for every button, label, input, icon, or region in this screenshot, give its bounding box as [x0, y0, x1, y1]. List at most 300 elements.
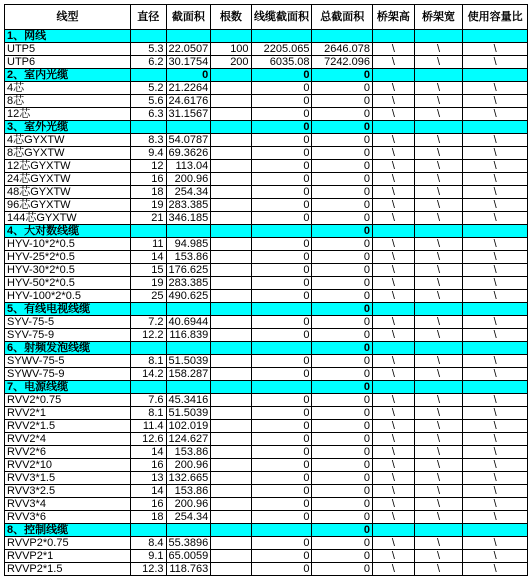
cell-tray-width[interactable]: \: [414, 56, 462, 69]
cell-cable-area[interactable]: 0: [251, 134, 312, 147]
cell-diameter[interactable]: 16: [130, 173, 166, 186]
cell[interactable]: [130, 30, 166, 43]
cell-area[interactable]: 55.3896: [166, 537, 211, 550]
cell-usage-ratio[interactable]: \: [463, 329, 528, 342]
cell-total-area[interactable]: 0: [312, 329, 372, 342]
cell-tray-width[interactable]: \: [414, 498, 462, 511]
cell-tray-width[interactable]: \: [414, 186, 462, 199]
cell-type[interactable]: 12芯: [5, 108, 131, 121]
cell-count[interactable]: [211, 329, 251, 342]
cell[interactable]: [414, 381, 462, 394]
cell-count[interactable]: [211, 264, 251, 277]
cell-area[interactable]: 254.34: [166, 511, 211, 524]
cell-tray-width[interactable]: \: [414, 264, 462, 277]
cell-area[interactable]: [166, 381, 211, 394]
cell-total-area[interactable]: 0: [312, 199, 372, 212]
cell-tray-height[interactable]: \: [372, 147, 414, 160]
cell[interactable]: [372, 381, 414, 394]
cell-total-area[interactable]: 0: [312, 290, 372, 303]
cell-type[interactable]: RVV2*1.5: [5, 420, 131, 433]
cell-usage-ratio[interactable]: \: [463, 238, 528, 251]
cell-cable-area[interactable]: 0: [251, 108, 312, 121]
cell-cable-area[interactable]: 0: [251, 355, 312, 368]
cell-tray-width[interactable]: \: [414, 160, 462, 173]
cell-tray-width[interactable]: \: [414, 134, 462, 147]
cell-tray-height[interactable]: \: [372, 290, 414, 303]
cell[interactable]: [130, 225, 166, 238]
cell-count[interactable]: [211, 433, 251, 446]
cell-type[interactable]: RVV3*1.5: [5, 472, 131, 485]
cell-area[interactable]: 158.287: [166, 368, 211, 381]
cell-tray-width[interactable]: \: [414, 537, 462, 550]
cell-area[interactable]: 176.625: [166, 264, 211, 277]
cell-usage-ratio[interactable]: \: [463, 511, 528, 524]
cell-count[interactable]: [211, 537, 251, 550]
cell-tray-height[interactable]: \: [372, 420, 414, 433]
cell-type[interactable]: HYV-25*2*0.5: [5, 251, 131, 264]
cell-tray-height[interactable]: \: [372, 316, 414, 329]
cell-diameter[interactable]: 14.2: [130, 368, 166, 381]
cell-diameter[interactable]: 9.4: [130, 147, 166, 160]
cell-tray-height[interactable]: \: [372, 511, 414, 524]
cell[interactable]: [372, 225, 414, 238]
cell-area[interactable]: [166, 121, 211, 134]
cell-usage-ratio[interactable]: \: [463, 160, 528, 173]
cell-total-area[interactable]: 0: [312, 394, 372, 407]
cell-cable-area[interactable]: 0: [251, 563, 312, 576]
cell-area[interactable]: 153.86: [166, 446, 211, 459]
cell[interactable]: [372, 303, 414, 316]
cell-total-area[interactable]: 0: [312, 303, 372, 316]
cell-tray-height[interactable]: \: [372, 277, 414, 290]
cell-usage-ratio[interactable]: \: [463, 433, 528, 446]
cell-tray-height[interactable]: \: [372, 368, 414, 381]
cell[interactable]: [463, 303, 528, 316]
cell-total-area[interactable]: 0: [312, 563, 372, 576]
cell-cable-area[interactable]: 0: [251, 498, 312, 511]
cell-usage-ratio[interactable]: \: [463, 277, 528, 290]
cell-count[interactable]: [211, 290, 251, 303]
cell-total-area[interactable]: 7242.096: [312, 56, 372, 69]
cell-area[interactable]: 153.86: [166, 251, 211, 264]
cell-usage-ratio[interactable]: \: [463, 368, 528, 381]
cell-tray-width[interactable]: \: [414, 108, 462, 121]
cell-diameter[interactable]: 5.2: [130, 82, 166, 95]
header-cell-usage-ratio[interactable]: 使用容量比: [463, 5, 528, 30]
cell-total-area[interactable]: 0: [312, 485, 372, 498]
cell[interactable]: [130, 303, 166, 316]
cell-diameter[interactable]: 7.6: [130, 394, 166, 407]
cell[interactable]: [130, 524, 166, 537]
cell-usage-ratio[interactable]: \: [463, 212, 528, 225]
cell-tray-height[interactable]: \: [372, 108, 414, 121]
cell-area[interactable]: 54.0787: [166, 134, 211, 147]
cell-cable-area[interactable]: 0: [251, 160, 312, 173]
cell-area[interactable]: [166, 303, 211, 316]
cell-type[interactable]: RVVP2*1.5: [5, 563, 131, 576]
cell-cable-area[interactable]: 6035.08: [251, 56, 312, 69]
cell-area[interactable]: 132.665: [166, 472, 211, 485]
cell-cable-area[interactable]: [251, 342, 312, 355]
cell[interactable]: [414, 303, 462, 316]
cell-total-area[interactable]: 0: [312, 147, 372, 160]
cell[interactable]: [130, 121, 166, 134]
cell-tray-width[interactable]: \: [414, 446, 462, 459]
cell-area[interactable]: 200.96: [166, 498, 211, 511]
cell-total-area[interactable]: 0: [312, 316, 372, 329]
cell-tray-width[interactable]: \: [414, 82, 462, 95]
cell-area[interactable]: 45.3416: [166, 394, 211, 407]
cell[interactable]: [463, 524, 528, 537]
cell[interactable]: [211, 69, 251, 82]
cell-area[interactable]: 490.625: [166, 290, 211, 303]
cell-type[interactable]: RVV3*2.5: [5, 485, 131, 498]
cell-type[interactable]: 144芯GYXTW: [5, 212, 131, 225]
cell-tray-height[interactable]: \: [372, 329, 414, 342]
cell-tray-height[interactable]: \: [372, 160, 414, 173]
cell-diameter[interactable]: 8.3: [130, 134, 166, 147]
cell-count[interactable]: [211, 316, 251, 329]
cell-tray-width[interactable]: \: [414, 563, 462, 576]
cell-count[interactable]: [211, 459, 251, 472]
cell-area[interactable]: 153.86: [166, 485, 211, 498]
section-title-cell[interactable]: 3、室外光缆: [5, 121, 131, 134]
cell-cable-area[interactable]: 0: [251, 264, 312, 277]
cell-diameter[interactable]: 15: [130, 264, 166, 277]
cell[interactable]: [211, 524, 251, 537]
cell-diameter[interactable]: 12.6: [130, 433, 166, 446]
cell-area[interactable]: 200.96: [166, 459, 211, 472]
cell-tray-width[interactable]: \: [414, 316, 462, 329]
section-title-cell[interactable]: 5、有线电视线缆: [5, 303, 131, 316]
cell-count[interactable]: [211, 407, 251, 420]
cell-count[interactable]: [211, 498, 251, 511]
cell-count[interactable]: [211, 446, 251, 459]
cell-usage-ratio[interactable]: \: [463, 147, 528, 160]
cell-diameter[interactable]: 19: [130, 199, 166, 212]
cell-tray-height[interactable]: \: [372, 95, 414, 108]
cell-usage-ratio[interactable]: \: [463, 446, 528, 459]
cell-cable-area[interactable]: 0: [251, 238, 312, 251]
cell-usage-ratio[interactable]: \: [463, 173, 528, 186]
cell-tray-height[interactable]: \: [372, 212, 414, 225]
cell-tray-width[interactable]: \: [414, 511, 462, 524]
cell[interactable]: [211, 30, 251, 43]
cell-total-area[interactable]: 0: [312, 368, 372, 381]
cell-tray-width[interactable]: \: [414, 485, 462, 498]
cell-count[interactable]: [211, 108, 251, 121]
cell-cable-area[interactable]: 0: [251, 173, 312, 186]
section-title-cell[interactable]: 2、室内光缆: [5, 69, 131, 82]
cell-usage-ratio[interactable]: \: [463, 563, 528, 576]
cell[interactable]: [463, 342, 528, 355]
cell-usage-ratio[interactable]: \: [463, 537, 528, 550]
cell-tray-width[interactable]: \: [414, 147, 462, 160]
cell-count[interactable]: [211, 368, 251, 381]
cell-tray-width[interactable]: \: [414, 199, 462, 212]
cell-total-area[interactable]: 0: [312, 121, 372, 134]
header-cell-type[interactable]: 线型: [5, 5, 131, 30]
cell-diameter[interactable]: 5.6: [130, 95, 166, 108]
cell-usage-ratio[interactable]: \: [463, 316, 528, 329]
section-title-cell[interactable]: 6、射频发泡线缆: [5, 342, 131, 355]
cell[interactable]: [463, 69, 528, 82]
cell-usage-ratio[interactable]: \: [463, 134, 528, 147]
cell-area[interactable]: [166, 342, 211, 355]
cell-total-area[interactable]: 0: [312, 511, 372, 524]
section-title-cell[interactable]: 1、网线: [5, 30, 131, 43]
cell-cable-area[interactable]: [251, 225, 312, 238]
cell[interactable]: [211, 303, 251, 316]
cell-usage-ratio[interactable]: \: [463, 199, 528, 212]
cell-area[interactable]: 21.2264: [166, 82, 211, 95]
cell-tray-height[interactable]: \: [372, 550, 414, 563]
cell-tray-width[interactable]: \: [414, 433, 462, 446]
cell[interactable]: [372, 342, 414, 355]
cell-tray-height[interactable]: \: [372, 563, 414, 576]
cell-cable-area[interactable]: 0: [251, 290, 312, 303]
cell-cable-area[interactable]: [251, 303, 312, 316]
cell-cable-area[interactable]: 0: [251, 368, 312, 381]
cell-usage-ratio[interactable]: \: [463, 264, 528, 277]
cell-diameter[interactable]: 5.3: [130, 43, 166, 56]
cell-cable-area[interactable]: 0: [251, 433, 312, 446]
cell-tray-width[interactable]: \: [414, 459, 462, 472]
cell-tray-width[interactable]: \: [414, 394, 462, 407]
cell-usage-ratio[interactable]: \: [463, 43, 528, 56]
cell-usage-ratio[interactable]: \: [463, 420, 528, 433]
header-cell-diameter[interactable]: 直径: [130, 5, 166, 30]
cell-total-area[interactable]: 0: [312, 433, 372, 446]
cell-tray-height[interactable]: \: [372, 134, 414, 147]
cell-cable-area[interactable]: 2205.065: [251, 43, 312, 56]
cell-area[interactable]: 0: [166, 69, 211, 82]
cell-total-area[interactable]: 0: [312, 186, 372, 199]
cell-total-area[interactable]: 0: [312, 472, 372, 485]
cell-cable-area[interactable]: 0: [251, 121, 312, 134]
cell-total-area[interactable]: 0: [312, 446, 372, 459]
cell-total-area[interactable]: 0: [312, 381, 372, 394]
cell-type[interactable]: SYWV-75-9: [5, 368, 131, 381]
cell-total-area[interactable]: 0: [312, 173, 372, 186]
cell-usage-ratio[interactable]: \: [463, 472, 528, 485]
cell-count[interactable]: [211, 238, 251, 251]
cell-tray-width[interactable]: \: [414, 407, 462, 420]
cell[interactable]: [372, 121, 414, 134]
section-title-cell[interactable]: 8、控制线缆: [5, 524, 131, 537]
cell[interactable]: [414, 524, 462, 537]
cell-tray-height[interactable]: \: [372, 186, 414, 199]
cell-cable-area[interactable]: [251, 524, 312, 537]
cell-diameter[interactable]: 18: [130, 511, 166, 524]
cell-diameter[interactable]: 13: [130, 472, 166, 485]
cell-usage-ratio[interactable]: \: [463, 459, 528, 472]
cell-type[interactable]: 4芯: [5, 82, 131, 95]
cell-total-area[interactable]: 0: [312, 160, 372, 173]
cell-usage-ratio[interactable]: \: [463, 95, 528, 108]
cell-tray-height[interactable]: \: [372, 238, 414, 251]
cell-count[interactable]: [211, 485, 251, 498]
cell-total-area[interactable]: 0: [312, 550, 372, 563]
cell-type[interactable]: 96芯GYXTW: [5, 199, 131, 212]
cell-cable-area[interactable]: [251, 30, 312, 43]
cell-tray-height[interactable]: \: [372, 472, 414, 485]
cell-tray-height[interactable]: \: [372, 394, 414, 407]
cell-tray-height[interactable]: \: [372, 433, 414, 446]
cell-tray-width[interactable]: \: [414, 251, 462, 264]
cell-diameter[interactable]: 12.2: [130, 329, 166, 342]
cell-tray-height[interactable]: \: [372, 82, 414, 95]
cell-total-area[interactable]: 2646.078: [312, 43, 372, 56]
cell-usage-ratio[interactable]: \: [463, 550, 528, 563]
cell-type[interactable]: RVV2*10: [5, 459, 131, 472]
cell[interactable]: [463, 381, 528, 394]
cell-type[interactable]: 24芯GYXTW: [5, 173, 131, 186]
cell-type[interactable]: UTP5: [5, 43, 131, 56]
cell-type[interactable]: RVV2*6: [5, 446, 131, 459]
cell-diameter[interactable]: 9.1: [130, 550, 166, 563]
cell-count[interactable]: [211, 186, 251, 199]
cell-cable-area[interactable]: 0: [251, 446, 312, 459]
cell[interactable]: [372, 524, 414, 537]
cell-diameter[interactable]: 6.2: [130, 56, 166, 69]
cell-total-area[interactable]: 0: [312, 459, 372, 472]
cell-type[interactable]: RVV3*6: [5, 511, 131, 524]
header-cell-tray-width[interactable]: 桥架宽: [414, 5, 462, 30]
cell-count[interactable]: [211, 173, 251, 186]
cell-tray-width[interactable]: \: [414, 420, 462, 433]
cell[interactable]: [211, 121, 251, 134]
cell-count[interactable]: [211, 511, 251, 524]
cell-type[interactable]: 8芯: [5, 95, 131, 108]
cell-total-area[interactable]: 0: [312, 537, 372, 550]
section-title-cell[interactable]: 4、大对数线缆: [5, 225, 131, 238]
cell-cable-area[interactable]: 0: [251, 550, 312, 563]
cell-diameter[interactable]: 11.4: [130, 420, 166, 433]
cell-total-area[interactable]: 0: [312, 277, 372, 290]
cell-count[interactable]: [211, 355, 251, 368]
cell-area[interactable]: 200.96: [166, 173, 211, 186]
cell-cable-area[interactable]: 0: [251, 485, 312, 498]
cell[interactable]: [414, 30, 462, 43]
cell-total-area[interactable]: 0: [312, 498, 372, 511]
cell-tray-width[interactable]: \: [414, 290, 462, 303]
cell-total-area[interactable]: 0: [312, 108, 372, 121]
cell-cable-area[interactable]: 0: [251, 82, 312, 95]
cell-count[interactable]: [211, 160, 251, 173]
cell-area[interactable]: 346.185: [166, 212, 211, 225]
cell-count[interactable]: [211, 563, 251, 576]
cell[interactable]: [130, 342, 166, 355]
cell-type[interactable]: SYWV-75-5: [5, 355, 131, 368]
cell-cable-area[interactable]: 0: [251, 95, 312, 108]
cell-tray-height[interactable]: \: [372, 264, 414, 277]
cell-cable-area[interactable]: 0: [251, 316, 312, 329]
cell-area[interactable]: 283.385: [166, 199, 211, 212]
cell-area[interactable]: 118.763: [166, 563, 211, 576]
cell-total-area[interactable]: 0: [312, 264, 372, 277]
header-cell-tray-height[interactable]: 桥架高: [372, 5, 414, 30]
cell[interactable]: [414, 69, 462, 82]
cell[interactable]: [130, 69, 166, 82]
cell-diameter[interactable]: 14: [130, 485, 166, 498]
cell-total-area[interactable]: 0: [312, 82, 372, 95]
cell-tray-height[interactable]: \: [372, 407, 414, 420]
cell-area[interactable]: 102.019: [166, 420, 211, 433]
cell-area[interactable]: 254.34: [166, 186, 211, 199]
cell-total-area[interactable]: [312, 30, 372, 43]
cell-usage-ratio[interactable]: \: [463, 355, 528, 368]
cell-total-area[interactable]: 0: [312, 225, 372, 238]
cell-total-area[interactable]: 0: [312, 524, 372, 537]
header-cell-cable-area[interactable]: 线缆截面积: [251, 5, 312, 30]
cell-count[interactable]: [211, 95, 251, 108]
cell-count[interactable]: [211, 82, 251, 95]
cell-diameter[interactable]: 6.3: [130, 108, 166, 121]
cell-area[interactable]: 31.1567: [166, 108, 211, 121]
cell-cable-area[interactable]: 0: [251, 459, 312, 472]
cell-total-area[interactable]: 0: [312, 355, 372, 368]
cell-tray-width[interactable]: \: [414, 173, 462, 186]
cell-tray-height[interactable]: \: [372, 498, 414, 511]
cell-type[interactable]: SYV-75-9: [5, 329, 131, 342]
cell-area[interactable]: [166, 30, 211, 43]
cell-cable-area[interactable]: 0: [251, 277, 312, 290]
cell-cable-area[interactable]: 0: [251, 511, 312, 524]
cell-cable-area[interactable]: 0: [251, 212, 312, 225]
cell-diameter[interactable]: 19: [130, 277, 166, 290]
cell-type[interactable]: RVV2*0.75: [5, 394, 131, 407]
cell-tray-height[interactable]: \: [372, 446, 414, 459]
cell-diameter[interactable]: 18: [130, 186, 166, 199]
cell-cable-area[interactable]: 0: [251, 420, 312, 433]
cell-area[interactable]: 113.04: [166, 160, 211, 173]
cell-area[interactable]: [166, 225, 211, 238]
cell-area[interactable]: 51.5039: [166, 355, 211, 368]
cell-diameter[interactable]: 8.1: [130, 355, 166, 368]
cell-tray-width[interactable]: \: [414, 329, 462, 342]
cell-cable-area[interactable]: 0: [251, 186, 312, 199]
cell[interactable]: [463, 121, 528, 134]
cell-diameter[interactable]: 8.1: [130, 407, 166, 420]
cell-type[interactable]: HYV-100*2*0.5: [5, 290, 131, 303]
cell[interactable]: [414, 342, 462, 355]
cell-cable-area[interactable]: 0: [251, 407, 312, 420]
cell-area[interactable]: 40.6944: [166, 316, 211, 329]
cell-tray-width[interactable]: \: [414, 550, 462, 563]
cell-cable-area[interactable]: 0: [251, 69, 312, 82]
cell-tray-height[interactable]: \: [372, 173, 414, 186]
cell-total-area[interactable]: 0: [312, 238, 372, 251]
cell-type[interactable]: RVV3*4: [5, 498, 131, 511]
cell-tray-width[interactable]: \: [414, 277, 462, 290]
cell-count[interactable]: [211, 420, 251, 433]
cell-area[interactable]: 24.6176: [166, 95, 211, 108]
cell-usage-ratio[interactable]: \: [463, 251, 528, 264]
cell-diameter[interactable]: 11: [130, 238, 166, 251]
cell-count[interactable]: [211, 212, 251, 225]
cell-usage-ratio[interactable]: \: [463, 407, 528, 420]
cell-area[interactable]: 69.3626: [166, 147, 211, 160]
cell-tray-height[interactable]: \: [372, 251, 414, 264]
cell[interactable]: [463, 30, 528, 43]
cell-usage-ratio[interactable]: \: [463, 394, 528, 407]
cell-usage-ratio[interactable]: \: [463, 108, 528, 121]
cell-count[interactable]: [211, 472, 251, 485]
cell-total-area[interactable]: 0: [312, 342, 372, 355]
cell-tray-width[interactable]: \: [414, 368, 462, 381]
cell-diameter[interactable]: 7.2: [130, 316, 166, 329]
